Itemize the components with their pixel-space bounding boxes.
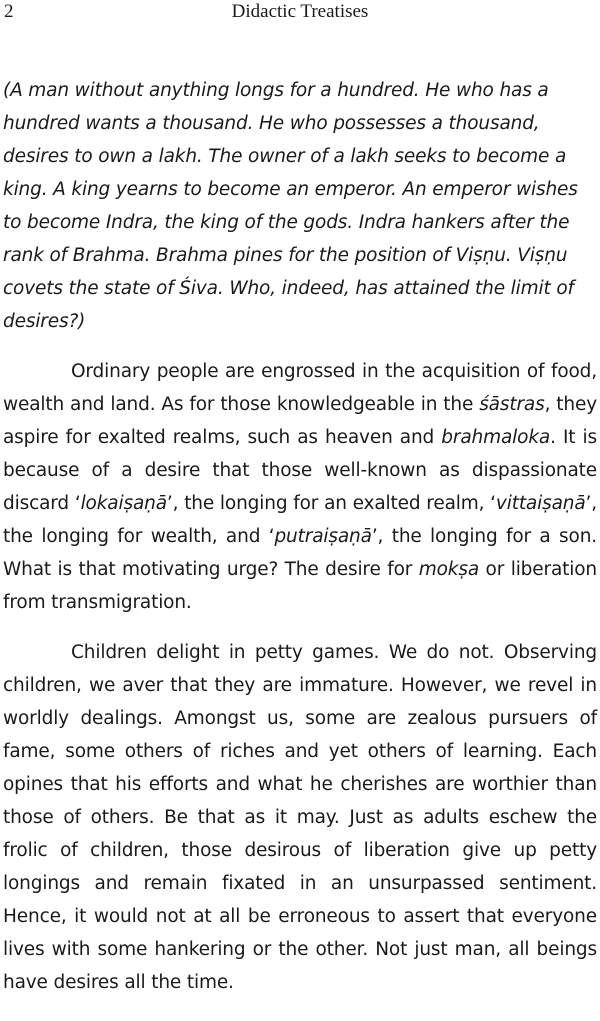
paragraph-children-and-adults: Children delight in petty games. We do not. Observing children, we aver that they are immature. However, we revel in worldly dealings. Amongst us, some are zealous pursuers of fame, some others of riches and yet others of learning. Each opines that his efforts and what he cherishes are worthier than those of others. Be that as it may. Just as adults eschew the frolic of children, those desirous of liberation give up petty longings and remain fixated in an unsurpassed sentiment. Hence, it would not at all be erroneous to assert that everyone lives with some hankering or the other. Not just man, all beings have desires all the time. bbox=[3, 642, 597, 993]
page-number: 2 bbox=[4, 1, 14, 22]
text-run: . It is because of a desire that those well-known as dispassionate discard ‘ bbox=[3, 427, 597, 514]
term-vittaisana: vittaiṣaṇā bbox=[495, 493, 586, 514]
text-run: ’, the longing for wealth, and ‘ bbox=[3, 493, 597, 547]
text-run: , they aspire for exalted realms, such as heaven and bbox=[3, 394, 598, 448]
page-header bbox=[4, 0, 596, 28]
term-putraisana: putraiṣaṇā bbox=[274, 526, 372, 547]
paragraph-desires-of-people bbox=[3, 355, 597, 619]
text-run: ’, the longing for a son. What is that motivating urge? The desire for bbox=[3, 526, 597, 580]
page-body bbox=[3, 74, 597, 1016]
term-lokaisana: lokaiṣaṇā bbox=[80, 493, 167, 514]
term-brahmaloka: brahmaloka bbox=[441, 427, 551, 448]
text-run: or liberation from transmigration. bbox=[3, 559, 597, 613]
text-run: Ordinary people are engrossed in the acquisition of food, wealth and land. As for those knowledgeable in the bbox=[3, 361, 597, 415]
term-sastras: śāstras bbox=[479, 394, 545, 415]
text-run: ’, the longing for an exalted realm, ‘ bbox=[166, 493, 496, 514]
term-moksa: mokṣa bbox=[418, 559, 480, 580]
running-title: Didactic Treatises bbox=[231, 1, 369, 22]
quoted-verse-translation: (A man without anything longs for a hundred. He who has a hundred wants a thousand. He who possesses a thousand, desires to own a lakh. The owner of a lakh seeks to become a king. A king yearns to become an emperor. An emperor wishes to become Indra, the king of the gods. Indra hankers after the rank of Brahma. Brahma pines for the position of Viṣṇu. Viṣṇu covets the state of Śiva. Who, indeed, has attained the limit of desires?) bbox=[3, 80, 578, 332]
